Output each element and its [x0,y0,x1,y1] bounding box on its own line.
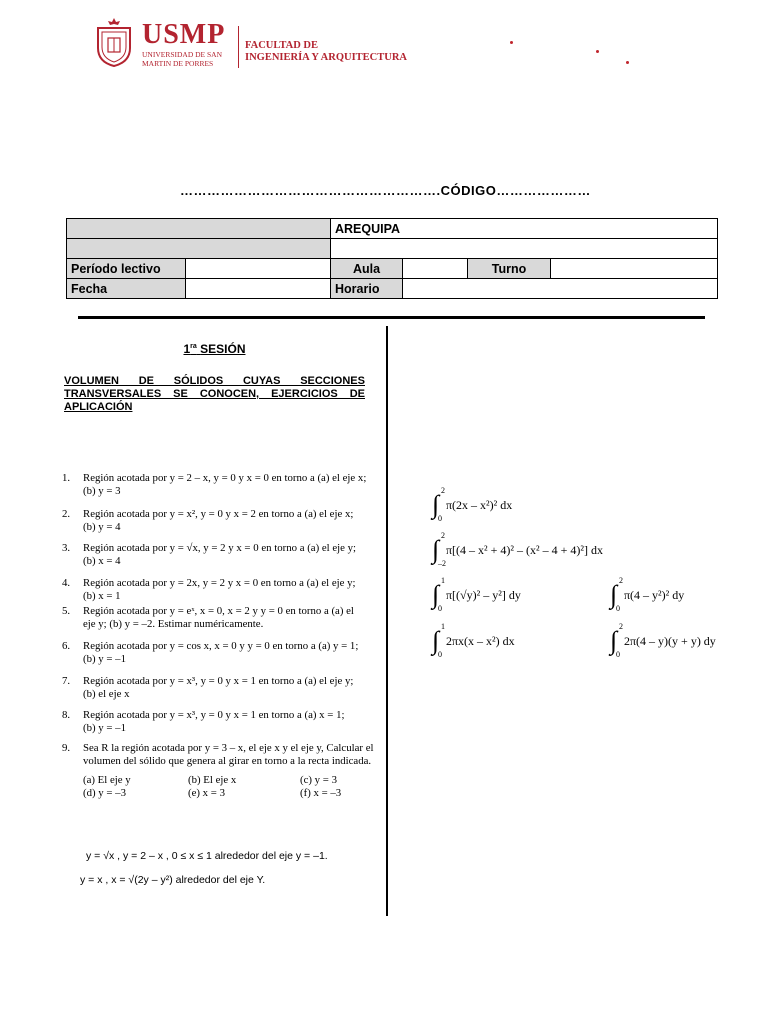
exercise-number: 9. [62,742,71,754]
exercise-item [62,675,374,700]
exercise-text-continued: (b) y = –1 [83,652,126,665]
exercise-number: 1. [62,472,71,484]
session-suffix: ra [190,343,197,350]
turno-label: Turno [468,259,551,279]
brand-subtitle: UNIVERSIDAD DE SAN MARTIN DE PORRES [142,50,222,68]
horario-value [403,279,718,299]
options-row [83,787,373,800]
integral-expression [432,578,521,612]
exercise-item [62,605,374,630]
options-row [83,774,373,787]
exercise-text-continued: (b) x = 1 [83,589,121,602]
course-name-cell [67,219,331,239]
extra-problem-2: y = x , x = √(2y – y²) alrededor del eje Y. [80,874,266,886]
exercise-line [62,577,374,590]
integral-upper-limit: 1 [441,622,445,631]
exercise-text: Región acotada por y = √x, y = 2 y x = 0 en torno a (a) el eje y; [83,542,357,554]
exercise-line [62,472,374,485]
integral-lower-limit: 0 [616,604,620,613]
aula-label: Aula [331,259,403,279]
option-b: (b) El eje x [188,774,237,786]
integral-lower-limit: 0 [438,650,442,659]
extra-problem-1: y = √x , y = 2 – x , 0 ≤ x ≤ 1 alrededor del eje y = –1. [86,850,328,862]
integrand: 2πx(x – x²) dx [446,633,515,648]
integrand: π(4 – y²)² dy [624,587,685,602]
exercise-text: Región acotada por y = x², y = 0 y x = 2 en torno a (a) el eje x; [83,508,354,520]
integral-expression [610,624,716,658]
session-label: SESIÓN [200,342,246,356]
integral-lower-limit: 0 [616,650,620,659]
decorative-dot [596,50,599,53]
integral-expression [432,624,515,658]
integral-upper-limit: 2 [619,622,623,631]
session-title [62,342,367,356]
exercise-item [62,472,374,497]
aula-value [403,259,468,279]
exercise-line [62,709,374,722]
integral-expression [610,578,684,612]
exercise-9-options [83,774,373,799]
exercise-line [62,675,374,688]
integrand: π[(4 – x² + 4)² – (x² – 4 + 4)²] dx [446,542,603,557]
exercise-text: Región acotada por y = 2 – x, y = 0 y x = 0 en torno a (a) el eje x; [83,472,367,484]
integral-sign-icon: ∫ 2 0 [610,576,623,613]
integrand: π(2x – x²)² dx [446,497,513,512]
horario-label: Horario [331,279,403,299]
exercise-line [62,742,374,755]
decorative-dot [626,61,629,64]
exercise-item [62,508,374,533]
codigo-line: ………………………………………………….CÓDIGO………………… [180,183,591,198]
option-a: (a) El eje y [83,774,131,786]
faculty-name [245,40,407,64]
faculty-line-2: INGENIERÍA Y ARQUITECTURA [245,52,408,63]
exercise-text: Región acotada por y = x³, y = 0 y x = 1 en torno a (a) x = 1; [83,709,345,721]
exercise-text-continued: volumen del sólido que genera al girar en torno a la recta indicada. [83,754,372,767]
option-c: (c) y = 3 [300,774,337,786]
turno-value [551,259,718,279]
periodo-value [186,259,331,279]
exercise-line [62,542,374,555]
exercise-number: 7. [62,675,71,687]
integral-expression [432,488,512,522]
brand-name: USMP [142,19,226,50]
fecha-value [186,279,331,299]
integral-expression [432,533,603,567]
exercise-number: 5. [62,605,71,617]
exercise-text-continued: (b) el eje x [83,687,130,700]
integral-sign-icon: ∫ 2 0 [610,622,623,659]
option-d: (d) y = –3 [83,786,126,799]
exercise-text: Sea R la región acotada por y = 3 – x, el eje x y el eje y, Calcular el [83,742,374,754]
campus-cell: AREQUIPA [331,219,718,239]
integral-sign-icon: ∫ 2 –2 [432,531,446,568]
exercise-item [62,742,374,767]
exercise-number: 3. [62,542,71,554]
session-number: 1 [183,342,191,356]
integral-upper-limit: 2 [619,576,623,585]
periodo-label: Período lectivo [67,259,186,279]
teacher-cell [67,239,331,259]
course-info-table [66,218,718,299]
exercise-text-continued: (b) x = 4 [83,554,121,567]
exercise-item [62,709,374,734]
exercise-text-continued: (b) y = 3 [83,484,121,497]
exercise-line [62,605,374,618]
university-seal-logo [94,16,134,68]
exercise-item [62,542,374,567]
integral-sign-icon: ∫ 1 0 [432,576,445,613]
option-e: (e) x = 3 [188,786,225,799]
faculty-line-1: FACULTAD DE [245,40,319,51]
decorative-dot [510,41,513,44]
exercise-item [62,640,374,665]
integral-sign-icon: ∫ 2 0 [432,486,445,523]
integral-upper-limit: 1 [441,576,445,585]
exercise-text: Región acotada por y = x³, y = 0 y x = 1 en torno a (a) el eje y; [83,675,354,687]
exercise-number: 4. [62,577,71,589]
integral-upper-limit: 2 [441,531,445,540]
blank-cell [331,239,718,259]
exercise-text-continued: (b) y = 4 [83,520,121,533]
exercise-line [62,640,374,653]
column-divider [386,326,388,916]
exercise-text: Región acotada por y = 2x, y = 2 y x = 0 en torno a (a) el eje y; [83,577,356,589]
exercise-text: Región acotada por y = cos x, x = 0 y y = 0 en torno a (a) y = 1; [83,640,359,652]
exercise-number: 6. [62,640,71,652]
exercise-number: 8. [62,709,71,721]
exercise-item [62,577,374,602]
integrand: 2π(4 – y)(y + y) dy [624,633,716,648]
integrand: π[(√y)² – y²] dy [446,587,521,602]
session-topic: VOLUMEN DE SÓLIDOS CUYAS SECCIONES TRANSVERSALES SE CONOCEN, EJERCICIOS DE APLICACIÓN [64,375,365,413]
integral-upper-limit: 2 [441,486,445,495]
integral-lower-limit: –2 [438,559,446,568]
exercise-number: 2. [62,508,71,520]
exercise-text: Región acotada por y = eˣ, x = 0, x = 2 y y = 0 en torno a (a) el [83,605,354,617]
exercise-line [62,508,374,521]
integral-lower-limit: 0 [438,604,442,613]
brand-divider [238,26,239,68]
integral-lower-limit: 0 [438,514,442,523]
section-divider [78,316,705,319]
exercise-text-continued: (b) y = –1 [83,721,126,734]
exercise-text-continued: eje y; (b) y = –2. Estimar numéricamente. [83,617,264,630]
option-f: (f) x = –3 [300,786,342,799]
fecha-label: Fecha [67,279,186,299]
integral-sign-icon: ∫ 1 0 [432,622,445,659]
